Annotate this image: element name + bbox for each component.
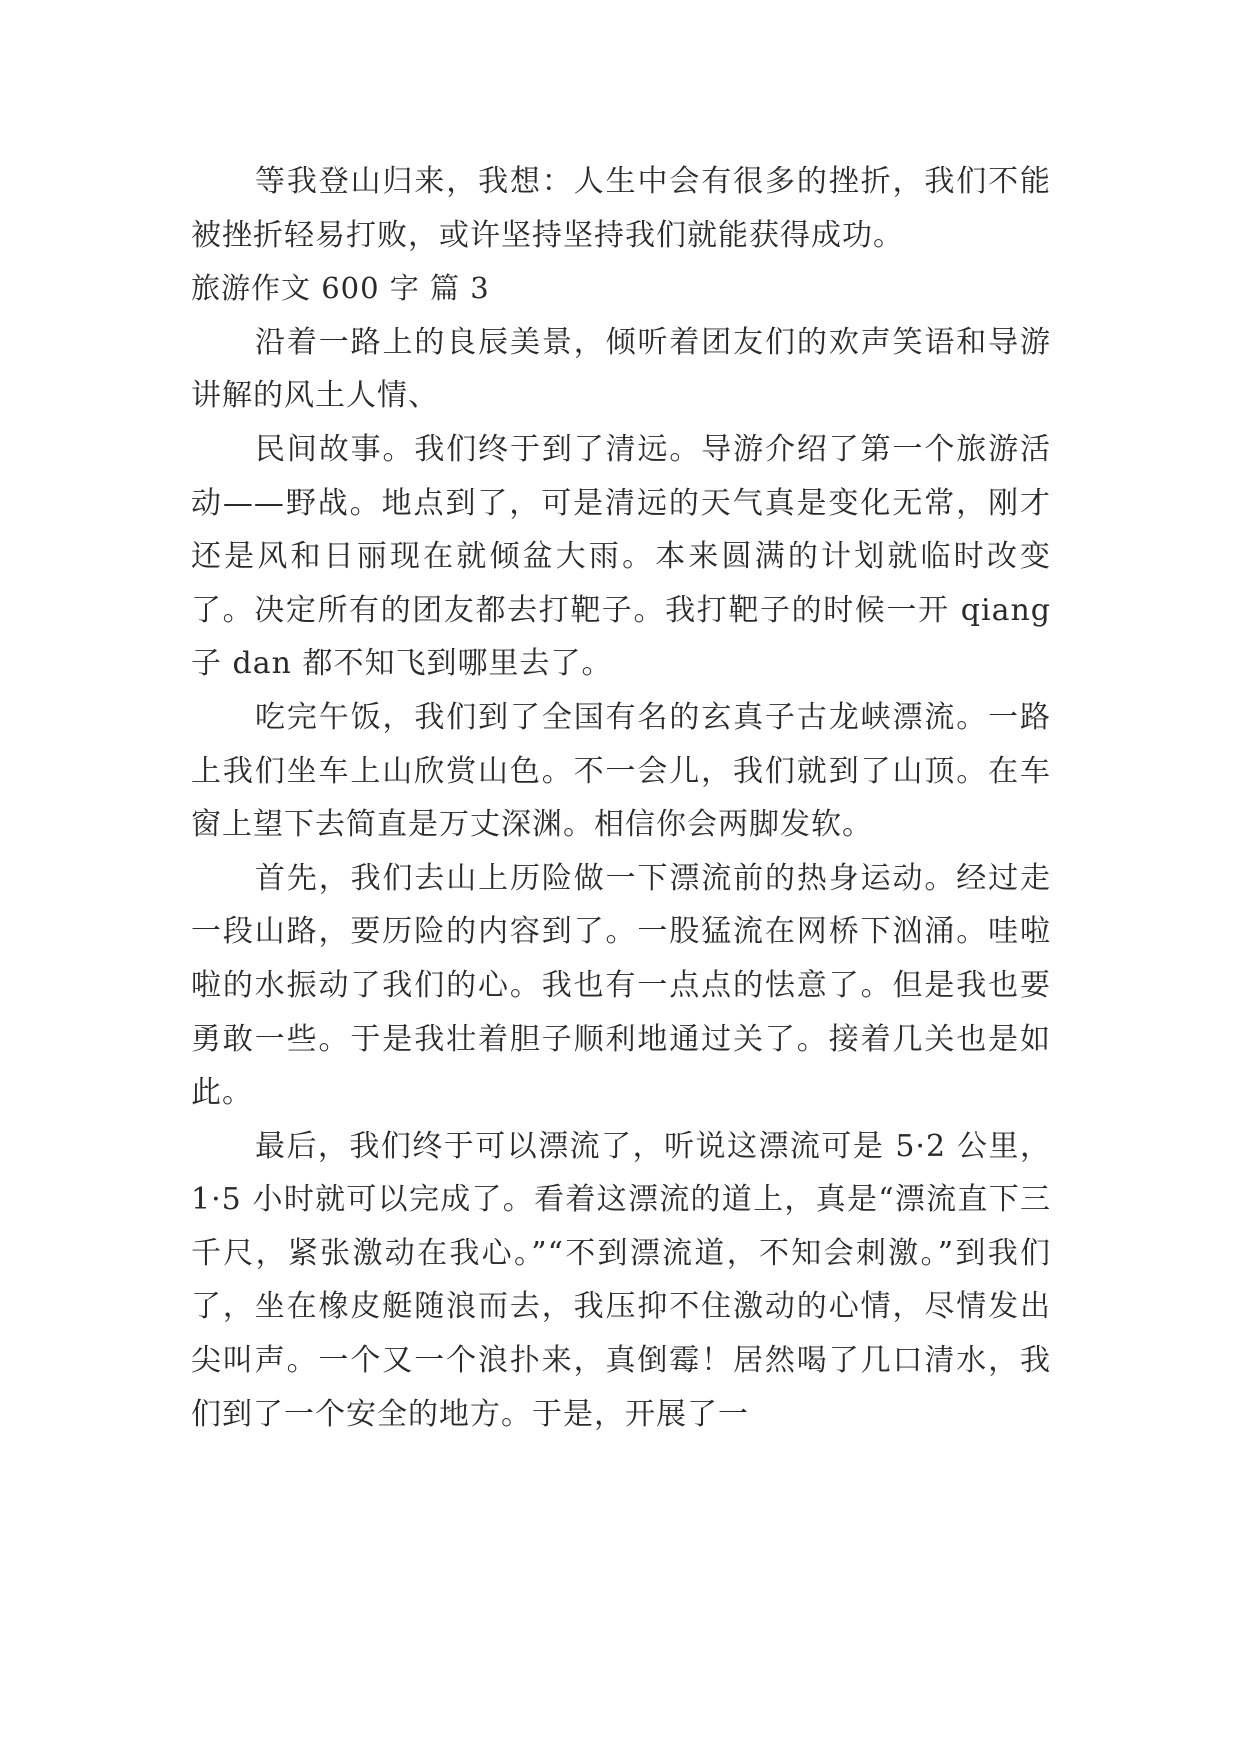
paragraph-conclusion: 等我登山归来，我想：人生中会有很多的挫折，我们不能被挫折轻易打败，或许坚持坚持我们就能获得成功。 bbox=[191, 164, 1051, 253]
paragraph-lunch: 吃完午饭，我们到了全国有名的玄真子古龙峡漂流。一路上我们坐车上山欣赏山色。不一会儿，我们就到了山顶。在车窗上望下去简直是万丈深渊。相信你会两脚发软。 bbox=[191, 699, 1051, 843]
section-heading: 旅游作文 600 字 篇 3 bbox=[191, 271, 490, 306]
paragraph-intro: 沿着一路上的良辰美景，倾听着团友们的欢声笑语和导游讲解的风土人情、 bbox=[191, 324, 1051, 414]
paragraph-rafting: 最后，我们终于可以漂流了，听说这漂流可是 5·2 公里，1·5 小时就可以完成了。看着这漂流的道上，真是“漂流直下三千尺，紧张激动在我心。”“不到漂流道，不知会刺激。”到我们了，坐在橡皮艇随浪而去，我压抑不住激动的心情，尽情发出尖叫声。一个又一个浪扑来，真倒霉！居然喝了几口清水，我们到了一个安全的地方。于是，开展了一 bbox=[191, 1128, 1051, 1432]
paragraph-arrival: 民间故事。我们终于到了清远。导游介绍了第一个旅游活动——野战。地点到了，可是清远的天气真是变化无常，刚才还是风和日丽现在就倾盆大雨。本来圆满的计划就临时改变了。决定所有的团友都去打靶子。我打靶子的时候一开 qiang 子 dan 都不知飞到哪里去了。 bbox=[191, 431, 1051, 682]
paragraph-adventure: 首先，我们去山上历险做一下漂流前的热身运动。经过走一段山路，要历险的内容到了。一股猛流在网桥下汹涌。哇啦啦的水振动了我们的心。我也有一点点的怯意了。但是我也要勇敢一些。于是我壮着胆子顺利地通过关了。接着几关也是如此。 bbox=[191, 860, 1051, 1111]
document-body bbox=[191, 155, 1051, 1441]
